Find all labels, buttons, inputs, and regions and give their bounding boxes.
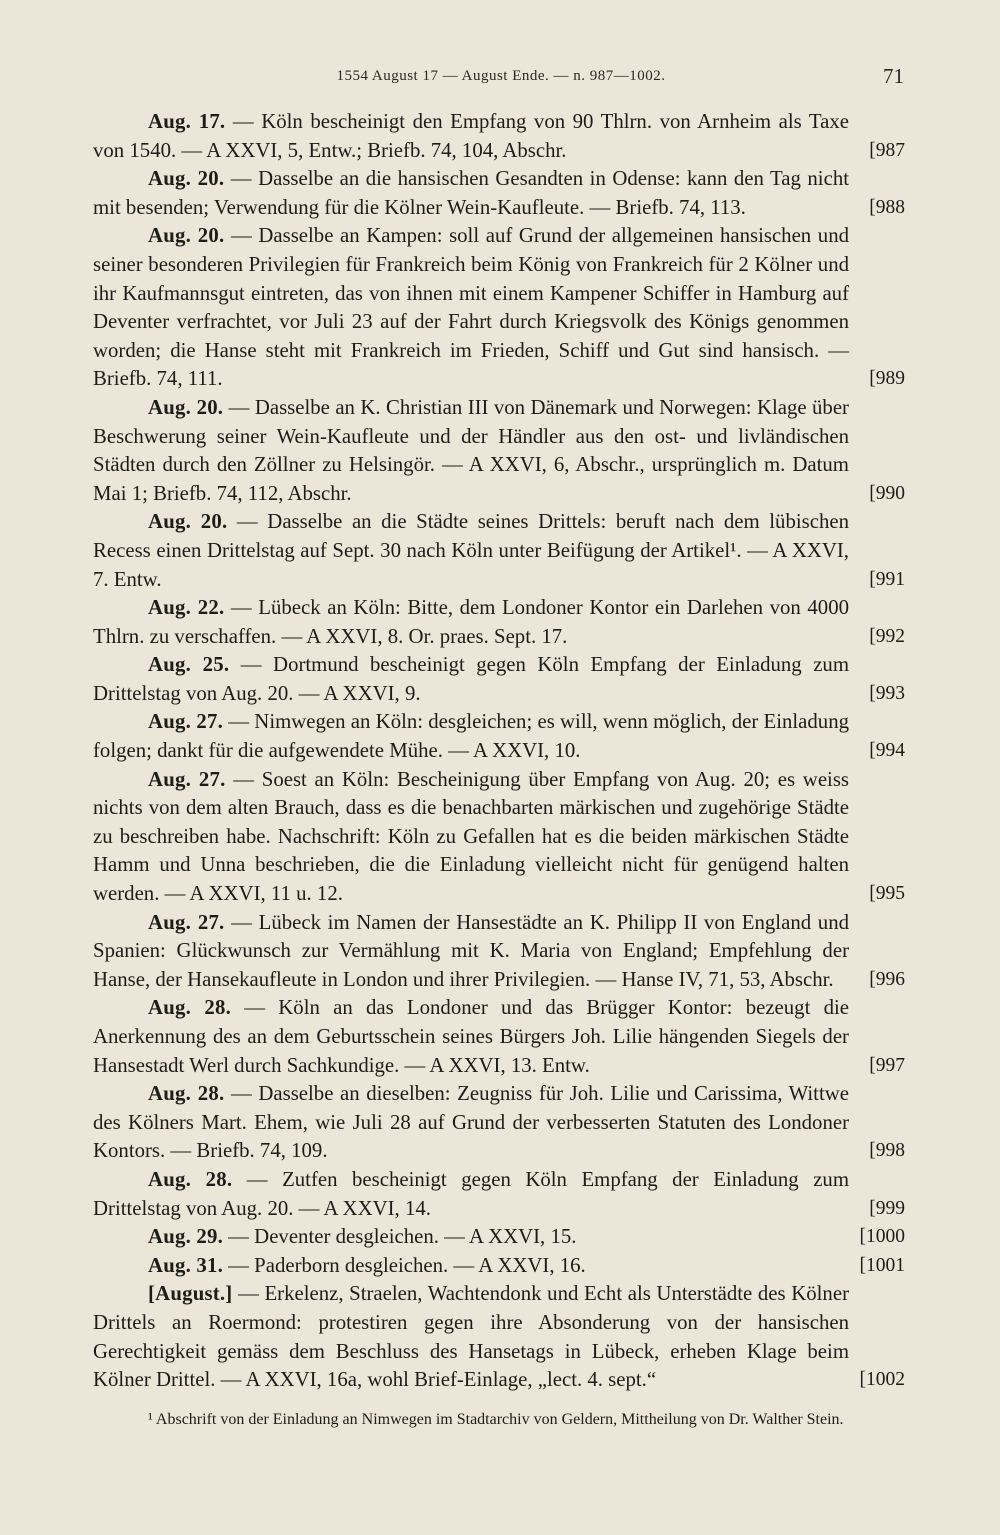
entry-number: [990: [869, 482, 905, 504]
entry-1002: [93, 1280, 905, 1394]
entry-993: [93, 651, 905, 708]
entry-date: Aug. 20.: [148, 167, 225, 191]
entry-995: [93, 766, 905, 909]
entry-number: [995: [869, 883, 905, 905]
entries-list: [93, 108, 905, 1395]
entry-number: [998: [869, 1140, 905, 1162]
entry-text: — Lübeck im Namen der Hansestädte an K. Philipp II von England und Spanien: Glückwunsch zur Vermählung mit K. Maria von England; Empfehlung der Hanse, der Hansekaufleute in London und ihrer Privilegien. — Hanse IV, 71, 53, Abschr.: [93, 910, 849, 991]
entry-number: [999: [869, 1197, 905, 1219]
entry-number: [996: [869, 968, 905, 990]
entry-text: — Dortmund bescheinigt gegen Köln Empfang der Einladung zum Drittelstag von Aug. 20. — A XXVI, 9.: [93, 653, 850, 705]
entry-number: [993: [869, 682, 905, 704]
entry-number: [1002: [859, 1369, 905, 1391]
entry-date: Aug. 20.: [148, 395, 224, 419]
entry-text: — Dasselbe an dieselben: Zeugniss für Joh. Lilie und Carissima, Wittwe des Kölners Mart. Ehem, wie Juli 28 auf Grund der verbesserten Statuten des Londoner Kontors. — Briefb. 74, 109.: [93, 1082, 849, 1163]
entry-1000: [93, 1223, 905, 1252]
entry-number: [987: [869, 139, 905, 161]
entry-text: — Dasselbe an die hansischen Gesandten in Odense: kann den Tag nicht mit besenden; Verwendung für die Kölner Wein-Kaufleute. — Briefb. 74, 113.: [93, 167, 849, 219]
entry-date: Aug. 27.: [148, 910, 225, 934]
entry-text: — Lübeck an Köln: Bitte, dem Londoner Kontor ein Darlehen von 4000 Thlrn. zu verschaffen. — A XXVI, 8. Or. praes. Sept. 17.: [93, 596, 849, 648]
entry-number: [1001: [859, 1254, 905, 1276]
entry-date: Aug. 31.: [148, 1253, 223, 1277]
entry-989: [93, 222, 905, 394]
entry-text: — Paderborn desgleichen. — A XXVI, 16.: [222, 1253, 586, 1277]
entry-date: Aug. 28.: [148, 996, 232, 1020]
entry-date: Aug. 28.: [148, 1082, 225, 1106]
entry-date: Aug. 29.: [148, 1225, 223, 1249]
entry-996: [93, 909, 905, 995]
entry-999: [93, 1166, 905, 1223]
entry-text: — Soest an Köln: Bescheinigung über Empfang von Aug. 20; es weiss nichts von dem alten Brauch, dass es die benachbarten märkischen und zugehörige Städte zu beschreiben habe. Nachschrift: Köln zu Gefallen hat es die beiden märkischen Städte Hamm und Unna beschrieben, die die Einladung vielleicht nicht für genügend halten werden. — A XXVI, 11 u. 12.: [93, 767, 850, 906]
entry-text: — Köln an das Londoner und das Brügger Kontor: bezeugt die Anerkennung des an dem Geburtsschein seines Bürgers Joh. Lilie hängenden Siegels der Hansestadt Werl durch Sachkundige. — A XXVI, 13. Entw.: [93, 996, 849, 1077]
entry-date: Aug. 20.: [148, 224, 225, 248]
entry-date: Aug. 25.: [148, 653, 230, 677]
entry-date: Aug. 27.: [148, 767, 226, 791]
entry-text: — Deventer desgleichen. — A XXVI, 15.: [222, 1225, 577, 1249]
entry-number: [992: [869, 625, 905, 647]
page-header: [96, 62, 906, 92]
entry-text: — Dasselbe an die Städte seines Drittels: beruft nach dem lübischen Recess einen Drittelstag auf Sept. 30 nach Köln unter Beifügung der Artikel¹. — A XXVI, 7. Entw.: [93, 510, 849, 591]
entry-1001: [93, 1252, 905, 1281]
entry-text: — Nimwegen an Köln: desgleichen; es will, wenn möglich, der Einladung folgen; dankt für die aufgewendete Mühe. — A XXVI, 10.: [93, 710, 849, 763]
entry-number: [994: [869, 740, 905, 762]
entry-number: [991: [869, 568, 905, 590]
entry-988: [93, 165, 905, 222]
entry-994: [93, 708, 905, 765]
entry-991: [93, 508, 905, 594]
entry-date: Aug. 27.: [148, 710, 224, 734]
entry-date: [August.]: [148, 1282, 233, 1306]
entry-number: [989: [869, 368, 905, 390]
entry-text: — Dasselbe an Kampen: soll auf Grund der allgemeinen hansischen und seiner besonderen Privilegien für Frankreich beim König von Frankreich für 2 Kölner und ihr Kaufmannsgut eintreten, das von ihnen mit einem Kampener Schiffer in Hamburg auf Deventer verfrachtet, vor Juli 23 auf der Fahrt durch Kriegsvolk des Königs genommen worden; die Hanse steht mit Frankreich im Frieden, Schiff und Gut sind hansisch. — Briefb. 74, 111.: [93, 224, 849, 391]
entry-text: — Zutfen bescheinigt gegen Köln Empfang der Einladung zum Drittelstag von Aug. 20. — A XXVI, 14.: [93, 1167, 850, 1220]
footnote: ¹ Abschrift von der Einladung an Nimwegen im Stadtarchiv von Geldern, Mittheilung von Dr. Walther Stein.: [148, 1411, 844, 1428]
entry-998: [93, 1080, 905, 1166]
entry-987: [93, 108, 905, 165]
entry-date: Aug. 20.: [148, 510, 228, 534]
entry-text: — Dasselbe an K. Christian III von Dänemark und Norwegen: Klage über Beschwerung seiner Wein-Kaufleute und der Händler aus den ost- und livländischen Städten durch den Zöllner zu Helsingör. — A XXVI, 6, Abschr., ursprünglich m. Datum Mai 1; Briefb. 74, 112, Abschr.: [93, 395, 849, 505]
page-number: 71: [883, 64, 904, 88]
entry-text: — Köln bescheinigt den Empfang von 90 Thlrn. von Arnheim als Taxe von 1540. — A XXVI, 5, Entw.; Briefb. 74, 104, Abschr.: [93, 110, 849, 162]
entry-number: [1000: [859, 1226, 905, 1248]
entry-text: — Erkelenz, Straelen, Wachtendonk und Echt als Unterstädte des Kölner Drittels an Roermond: protestiren gegen ihre Absonderung von der hansischen Gerechtigkeit gemäss dem Beschluss des Hansetags in Lübeck, erheben Klage beim Kölner Drittel. — A XXVI, 16a, wohl Brief-Einlage, „lect. 4. sept.“: [93, 1282, 849, 1392]
entry-date: Aug. 28.: [148, 1167, 233, 1191]
entry-992: [93, 594, 905, 651]
running-head: 1554 August 17 — August Ende. — n. 987—1002.: [336, 68, 666, 84]
entry-date: Aug. 22.: [148, 596, 225, 620]
entry-990: [93, 394, 905, 508]
entry-997: [93, 994, 905, 1080]
entry-number: [997: [869, 1054, 905, 1076]
entry-number: [988: [869, 196, 905, 218]
entry-date: Aug. 17.: [148, 110, 226, 133]
